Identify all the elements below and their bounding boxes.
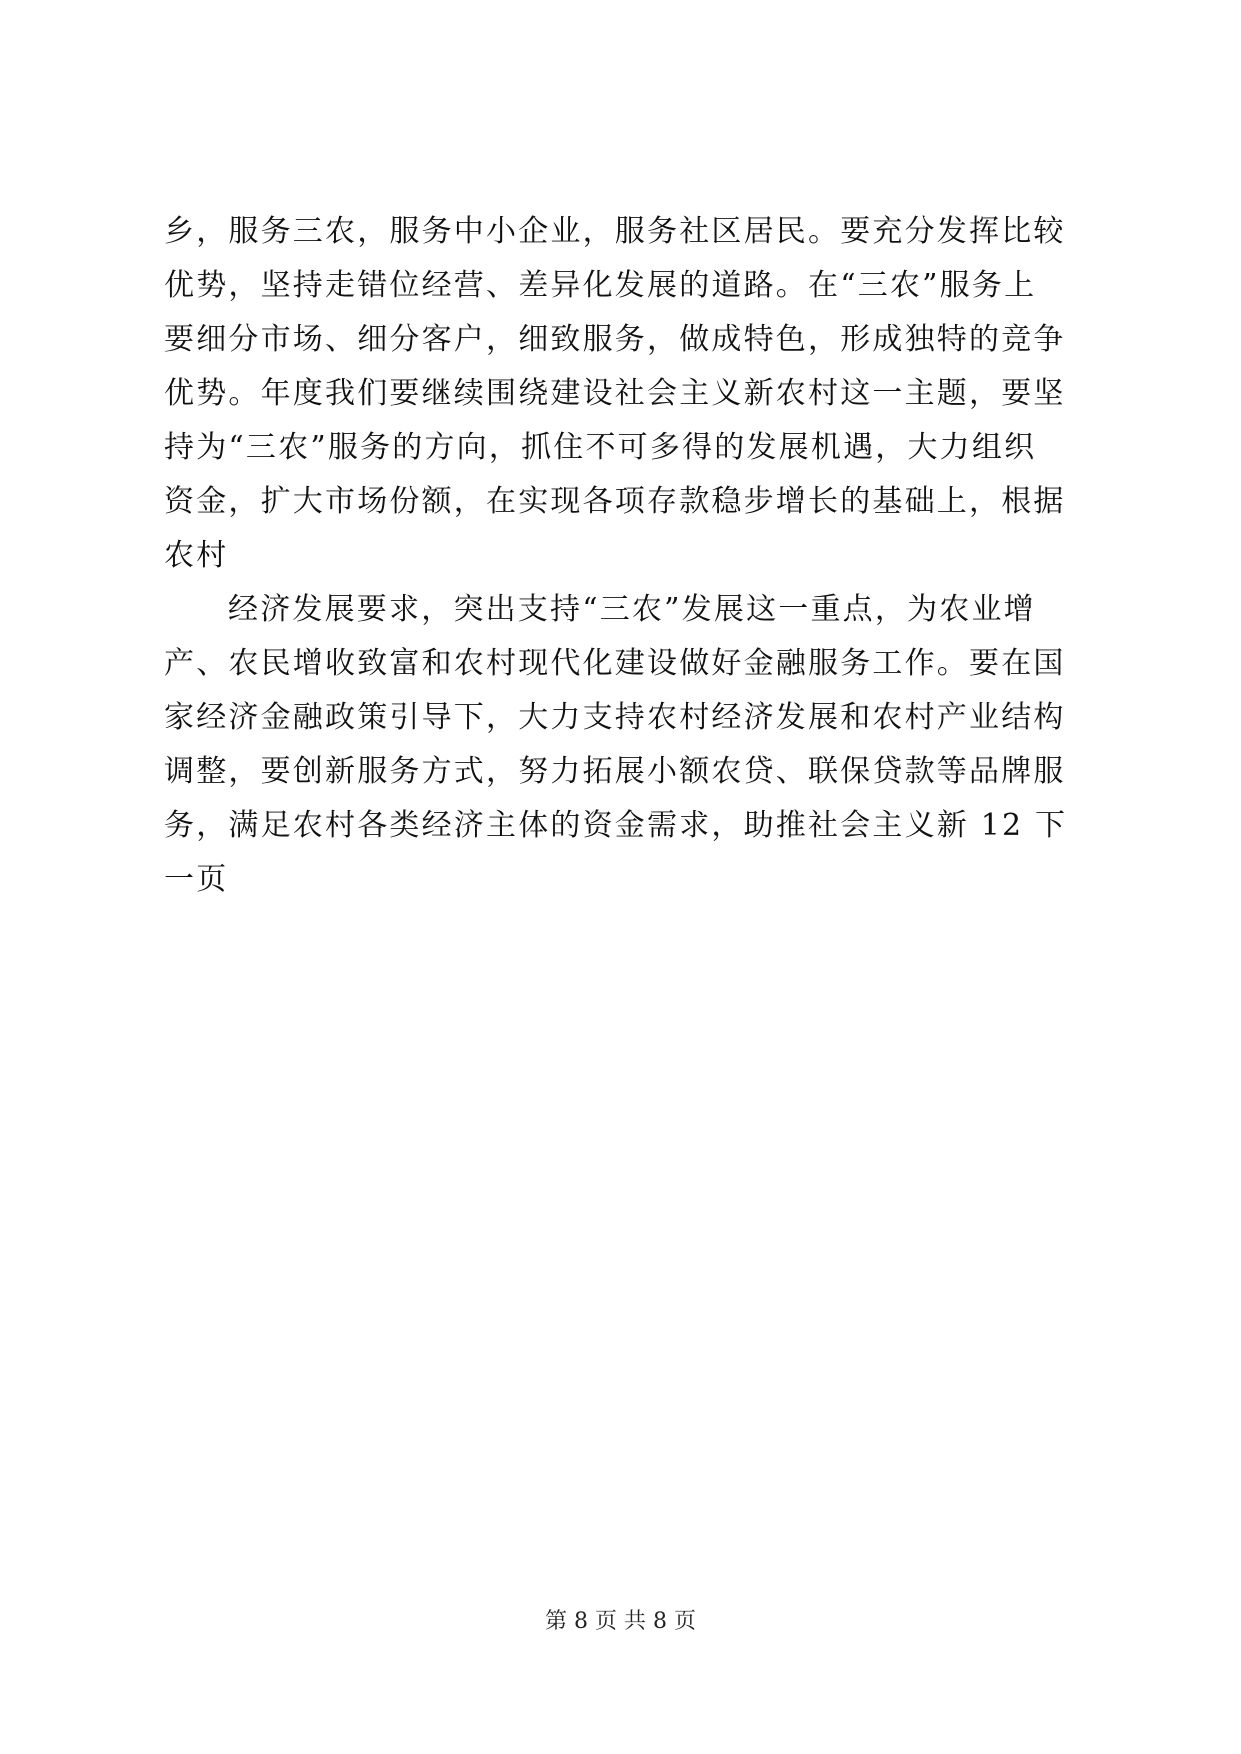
- text-line: 资金，扩大市场份额，在实现各项存款稳步增长的基础上，根据: [164, 484, 1066, 519]
- text-line: 调整，要创新服务方式，努力拓展小额农贷、联保贷款等品牌服: [164, 754, 1066, 789]
- text-line: 要细分市场、细分客户，细致服务，做成特色，形成独特的竞争: [164, 322, 1066, 357]
- page-number: 第 8 页 共 8 页: [545, 1609, 696, 1634]
- text-line: 优势，坚持走错位经营、差异化发展的道路。在“三农”服务上: [164, 268, 1037, 303]
- text-line: 务，满足农村各类经济主体的资金需求，助推社会主义新 12 下: [164, 808, 1068, 843]
- text-line: 产、农民增收致富和农村现代化建设做好金融服务工作。要在国: [164, 646, 1066, 681]
- text-line: 持为“三农”服务的方向，抓住不可多得的发展机遇，大力组织: [164, 430, 1037, 465]
- text-line: 一页: [164, 862, 229, 897]
- text-line: 农村: [164, 538, 229, 573]
- text-line: 家经济金融政策引导下，大力支持农村经济发展和农村产业结构: [164, 700, 1066, 735]
- page-footer: [0, 1608, 1241, 1636]
- text-line: 经济发展要求，突出支持“三农”发展这一重点，为农业增: [228, 592, 1036, 627]
- text-line: 优势。年度我们要继续围绕建设社会主义新农村这一主题，要坚: [164, 376, 1066, 411]
- text-line: 乡，服务三农，服务中小企业，服务社区居民。要充分发挥比较: [164, 214, 1066, 249]
